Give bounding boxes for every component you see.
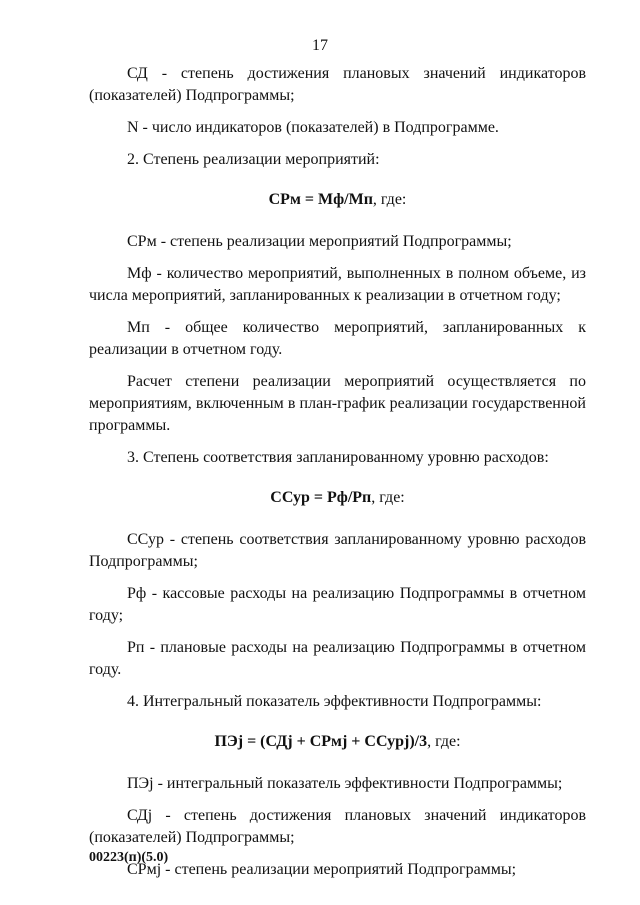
definition-srmj: СРмj - степень реализации мероприятий Подпрограммы; (127, 861, 517, 878)
formula-ssur (89, 487, 586, 509)
definition-mp: Мп - общее количество мероприятий, запланированных к реализации в отчетном году. (89, 319, 586, 358)
section-3-heading: 3. Степень соответствия запланированному уровню расходов: (127, 449, 549, 466)
definition-pej: ПЭj - интегральный показатель эффективности Подпрограммы; (127, 775, 563, 792)
formula-pej (89, 731, 586, 753)
definition-rf: Рф - кассовые расходы на реализацию Подпрограммы в отчетном году; (89, 585, 586, 624)
document-code: 00223(п)(5.0) (89, 850, 169, 865)
definition-sd: СД - степень достижения плановых значений индикаторов (показателей) Подпрограммы; (89, 65, 586, 104)
definition-rp: Рп - плановые расходы на реализацию Подпрограммы в отчетном году. (89, 639, 586, 678)
document-body (89, 63, 586, 891)
formula-srm-expression: СРм = Мф/Мп (268, 191, 373, 208)
formula-srm-suffix: , где: (372, 191, 407, 208)
formula-srm (89, 189, 586, 211)
formula-pej-expression: ПЭj = (СДj + СРмj + ССурj)/3 (214, 733, 428, 750)
definition-sdj: СДj - степень достижения плановых значений индикаторов (показателей) Подпрограммы; (89, 807, 586, 846)
page-number: 17 (312, 37, 328, 54)
calculation-note: Расчет степени реализации мероприятий осуществляется по мероприятиям, включенным в план-график реализации государственной программы. (89, 373, 586, 434)
formula-ssur-expression: ССур = Рф/Рп (270, 489, 372, 506)
formula-ssur-suffix: , где: (371, 489, 405, 506)
definition-ssur: ССур - степень соответствия запланированному уровню расходов Подпрограммы; (89, 531, 586, 570)
section-2-heading: 2. Степень реализации мероприятий: (127, 151, 380, 168)
definition-srm: СРм - степень реализации мероприятий Подпрограммы; (127, 233, 512, 250)
definition-n: N - число индикаторов (показателей) в Подпрограмме. (127, 119, 499, 136)
section-4-heading: 4. Интегральный показатель эффективности Подпрограммы: (127, 693, 542, 710)
definition-mf: Мф - количество мероприятий, выполненных в полном объеме, из числа мероприятий, запланированных к реализации в отчетном году; (89, 265, 586, 304)
formula-pej-suffix: , где: (427, 733, 461, 750)
